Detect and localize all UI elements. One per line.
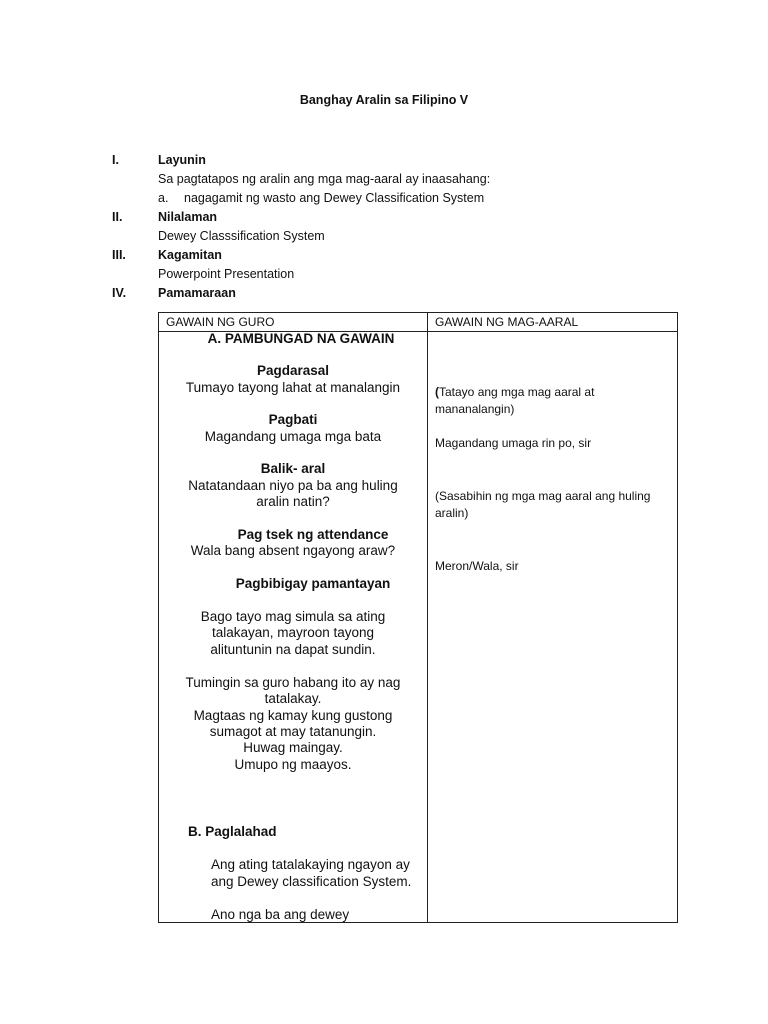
attendance-heading: Pag tsek ng attendance (237, 527, 389, 542)
layunin-sub-text: nagagamit ng wasto ang Dewey Classification System (184, 191, 485, 205)
paglalahad-text-2: ang Dewey classification System. (211, 874, 412, 889)
section-a-heading: A. PAMBUNGAD NA GAWAIN (207, 331, 395, 346)
rule-3: Huwag maingay. (243, 740, 343, 755)
nilalaman-text: Dewey Classsification System (158, 229, 325, 243)
attendance-text: Wala bang absent ngayong araw? (190, 543, 396, 558)
pagdarasal-text: Tumayo tayong lahat at manalangin (185, 380, 401, 395)
pamantayan-text-2: talakayan, mayroon tayong (211, 625, 375, 640)
student-response-1-text: Tatayo ang mga mag aaral at (439, 385, 595, 399)
heading-layunin: Layunin (158, 153, 206, 167)
heading-kagamitan: Kagamitan (158, 248, 222, 262)
balik-aral-text-1: Natatandaan niyo pa ba ang huling (188, 478, 398, 493)
header-gawain-ng-mag-aaral: GAWAIN NG MAG-AARAL (428, 313, 678, 332)
pamantayan-text-3: alituntunin na dapat sundin. (210, 642, 376, 657)
roman-numeral-i: I. (112, 153, 119, 167)
page-title: Banghay Aralin sa Filipino V (299, 93, 469, 107)
heading-nilalaman: Nilalaman (158, 210, 218, 224)
rule-1-line-2: tatalakay. (264, 691, 322, 706)
balik-aral-heading: Balik- aral (260, 461, 326, 476)
balik-aral-text-2: aralin natin? (256, 494, 330, 509)
roman-numeral-ii: II. (112, 210, 123, 224)
pagdarasal-heading: Pagdarasal (256, 363, 330, 378)
pamantayan-text-1: Bago tayo mag simula sa ating (200, 609, 386, 624)
student-response-1-line-1 (435, 384, 671, 401)
student-response-2: Magandang umaga rin po, sir (435, 436, 592, 450)
student-response-3-line-1: (Sasabihin ng mga mag aaral ang huling (435, 489, 651, 503)
sub-letter-a: a. (158, 191, 169, 205)
pamantayan-heading: Pagbibigay pamantayan (235, 576, 391, 591)
layunin-text: Sa pagtatapos ng aralin ang mga mag-aaral ay inaasahang: (158, 172, 491, 186)
student-response-3-line-2: aralin) (435, 506, 469, 520)
heading-pamamaraan: Pamamaraan (158, 286, 236, 300)
section-b-heading: B. Paglalahad (188, 824, 277, 839)
paglalahad-text-1: Ang ating tatalakaying ngayon ay (211, 857, 410, 872)
student-response-1-line-2: mananalangin) (435, 402, 515, 416)
rule-1-line-1: Tumingin sa guro habang ito ay nag (185, 675, 401, 690)
rule-2-line-2: sumagot at may tatanungin. (209, 724, 377, 739)
open-paren: ( (435, 385, 439, 399)
roman-numeral-iii: III. (112, 248, 126, 262)
paglalahad-text-3: Ano nga ba ang dewey (211, 907, 350, 922)
roman-numeral-iv: IV. (112, 286, 127, 300)
pagbati-heading: Pagbati (268, 412, 318, 427)
header-gawain-ng-guro: GAWAIN NG GURO (159, 313, 428, 332)
pagbati-text: Magandang umaga mga bata (204, 429, 382, 444)
rule-2-line-1: Magtaas ng kamay kung gustong (193, 708, 393, 723)
student-response-4: Meron/Wala, sir (435, 559, 519, 573)
kagamitan-text: Powerpoint Presentation (158, 267, 295, 281)
rule-4: Umupo ng maayos. (234, 757, 352, 772)
lesson-table (158, 312, 678, 923)
